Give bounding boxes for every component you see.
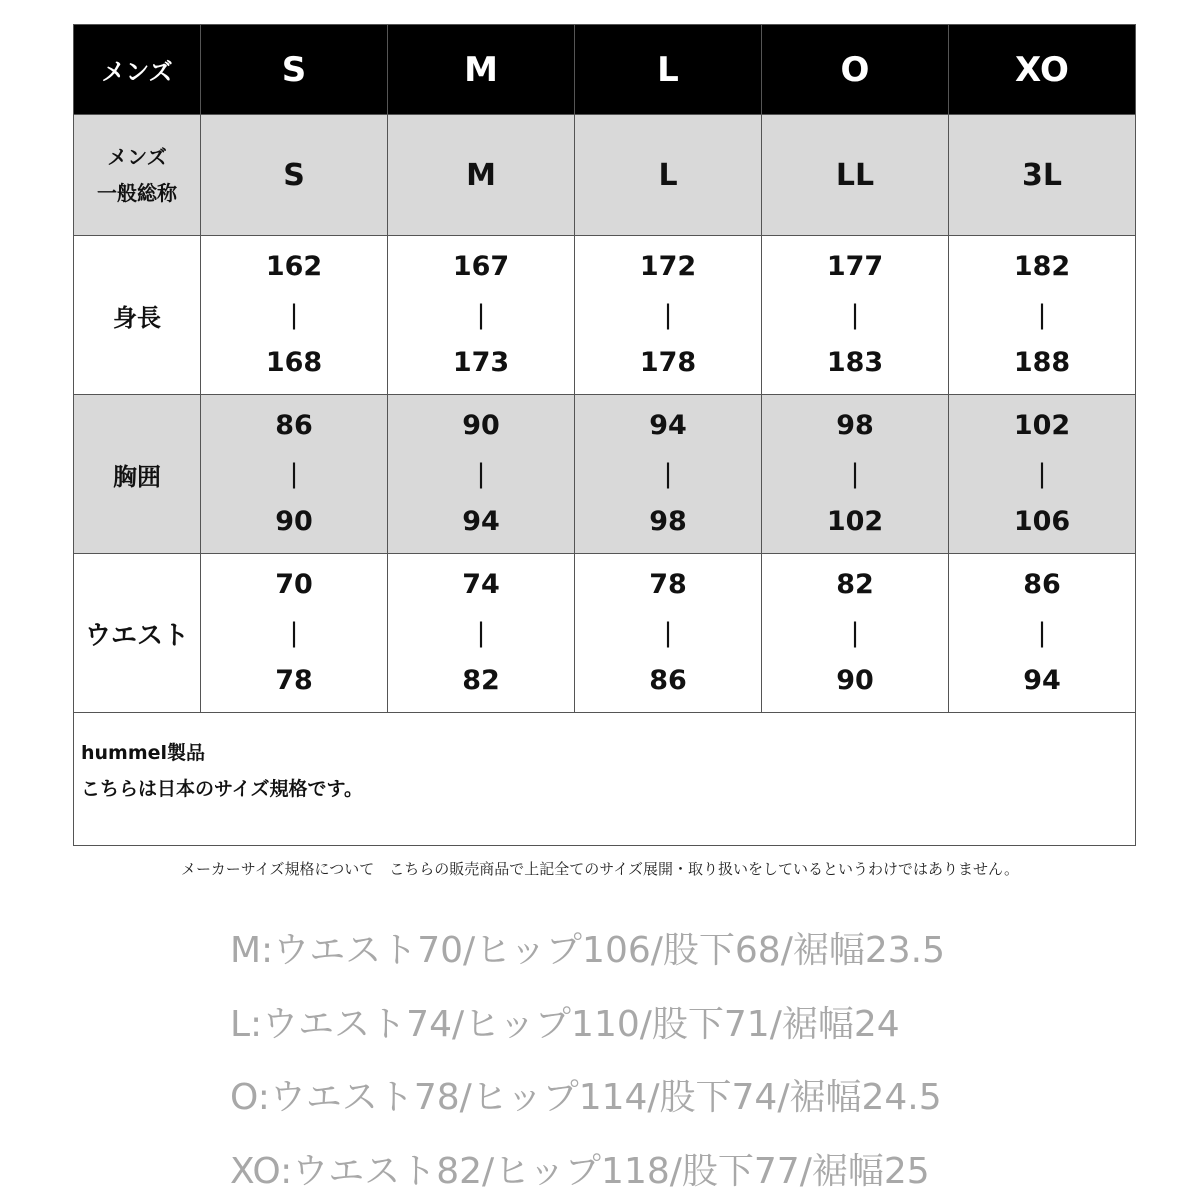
height-label: 身長 [74,236,201,395]
range-max: 94 [1023,665,1061,696]
measurement-line-l: L:ウエスト74/ヒップ110/股下71/裾幅24 [230,1004,900,1045]
chest-cell [388,395,575,554]
range-min: 90 [462,410,500,441]
range-min: 86 [275,410,313,441]
header-size-s: S [201,25,388,115]
waist-cell [201,554,388,713]
header-row [74,25,1136,115]
range-separator: | [850,300,860,330]
range-separator: | [663,300,673,330]
note-standard: こちらは日本のサイズ規格です。 [81,778,363,800]
range-min: 182 [1013,251,1071,282]
chest-cell [949,395,1136,554]
chest-cell [201,395,388,554]
height-cell [388,236,575,395]
range-separator: | [476,459,486,489]
range-min: 98 [836,410,874,441]
note-brand: hummel製品 [81,742,206,764]
waist-row [74,554,1136,713]
waist-cell [388,554,575,713]
waist-cell [949,554,1136,713]
general-size-cell: LL [762,115,949,236]
range-min: 177 [826,251,884,282]
range-max: 94 [462,506,500,537]
range-separator: | [1037,459,1047,489]
chest-label: 胸囲 [74,395,201,554]
height-cell [949,236,1136,395]
size-chart-table [73,24,1136,846]
range-max: 183 [826,347,884,378]
range-separator: | [663,459,673,489]
general-label-line2: 一般総称 [97,181,177,205]
range-max: 82 [462,665,500,696]
range-min: 74 [462,569,500,600]
general-label-line1: メンズ [107,145,167,169]
range-separator: | [289,459,299,489]
range-max: 178 [639,347,697,378]
header-size-xo: XO [949,25,1136,115]
range-min: 78 [649,569,687,600]
range-max: 90 [836,665,874,696]
range-max: 188 [1013,347,1071,378]
general-size-row [74,115,1136,236]
chest-row [74,395,1136,554]
height-cell [201,236,388,395]
range-min: 82 [836,569,874,600]
header-size-m: M [388,25,575,115]
range-separator: | [850,459,860,489]
range-min: 94 [649,410,687,441]
range-min: 167 [452,251,510,282]
range-separator: | [476,618,486,648]
range-max: 102 [826,506,884,537]
range-max: 168 [265,347,323,378]
range-separator: | [289,618,299,648]
general-size-cell: M [388,115,575,236]
range-min: 70 [275,569,313,600]
range-separator: | [289,300,299,330]
range-separator: | [850,618,860,648]
measurement-line-xo: XO:ウエスト82/ヒップ118/股下77/裾幅25 [230,1151,930,1192]
range-separator: | [1037,300,1047,330]
height-cell [575,236,762,395]
note-row [74,713,1136,846]
range-max: 106 [1013,506,1071,537]
range-max: 86 [649,665,687,696]
chest-cell [575,395,762,554]
header-size-o: O [762,25,949,115]
general-size-cell: 3L [949,115,1136,236]
note-cell [74,713,1136,846]
range-max: 98 [649,506,687,537]
waist-label: ウエスト [74,554,201,713]
range-separator: | [1037,618,1047,648]
waist-cell [575,554,762,713]
size-notice: メーカーサイズ規格について こちらの販売商品で上記全てのサイズ展開・取り扱いをしているというわけではありません。 [181,860,1019,878]
range-separator: | [663,618,673,648]
general-size-cell: L [575,115,762,236]
range-min: 172 [639,251,697,282]
range-max: 90 [275,506,313,537]
waist-cell [762,554,949,713]
header-size-l: L [575,25,762,115]
general-size-cell: S [201,115,388,236]
range-min: 86 [1023,569,1061,600]
range-separator: | [476,300,486,330]
general-size-label [74,115,201,236]
height-row [74,236,1136,395]
measurement-line-m: M:ウエスト70/ヒップ106/股下68/裾幅23.5 [230,930,945,971]
header-label: メンズ [74,25,201,115]
range-min: 162 [265,251,323,282]
measurement-line-o: O:ウエスト78/ヒップ114/股下74/裾幅24.5 [230,1077,942,1118]
height-cell [762,236,949,395]
range-max: 78 [275,665,313,696]
range-min: 102 [1013,410,1071,441]
range-max: 173 [452,347,510,378]
chest-cell [762,395,949,554]
